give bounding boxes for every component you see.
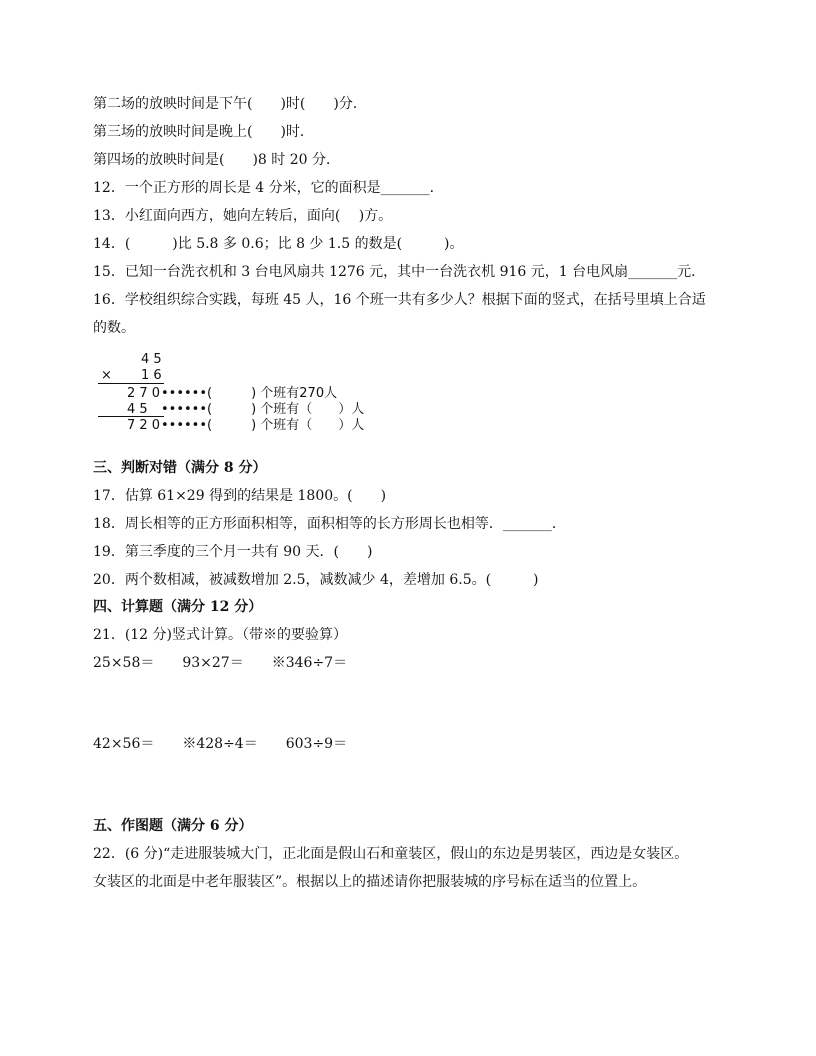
question-22-line-1: 22．(6 分)“走进服装城大门，正北面是假山石和童装区，假山的东边是男装区，西边是女装区。 (93, 846, 689, 862)
question-19: 19．第三季度的三个月一共有 90 天．( ) (93, 544, 373, 560)
question-12: 12．一个正方形的周长是 4 分米，它的面积是_______． (93, 180, 444, 196)
calc-partial-1-note: ••••••( ) 个班有270人 (161, 386, 338, 401)
question-16-line-2: 的数。 (93, 320, 135, 336)
question-11-line-4: 第四场的放映时间是( )8 时 20 分． (93, 152, 340, 168)
section-3-heading: 三、判断对错（满分 8 分） (93, 460, 267, 476)
calc-product-note: ••••••( ) 个班有（ ）人 (161, 418, 365, 433)
question-14: 14．( )比 5.8 多 0.6；比 8 少 1.5 的数是( )。 (93, 236, 464, 252)
question-16-line-1: 16．学校组织综合实践，每班 45 人，16 个班一共有多少人？根据下面的竖式，在括号里填上合适 (93, 292, 706, 308)
calc-times-sign: × (101, 368, 112, 383)
question-11-line-2: 第二场的放映时间是下午( )时( )分． (93, 96, 367, 112)
calc-row-2: 42×56＝ ※428÷4＝ 603÷9＝ (93, 736, 348, 752)
question-13: 13．小红面向西方，她向左转后，面向( )方。 (93, 208, 393, 224)
question-11-line-3: 第三场的放映时间是晚上( )时． (93, 124, 314, 140)
calc-row-1: 25×58＝ 93×27＝ ※346÷7＝ (93, 655, 348, 671)
calc-partial-2: 4 5 (127, 402, 148, 417)
question-20: 20．两个数相减，被减数增加 2.5，减数减少 4，差增加 6.5。( ) (93, 572, 539, 588)
calc-multiplicand: 4 5 (141, 352, 162, 367)
calc-rule-2 (98, 416, 164, 417)
calc-multiplier: 1 6 (141, 368, 162, 383)
calc-rule-1 (98, 383, 164, 384)
question-18: 18．周长相等的正方形面积相等，面积相等的长方形周长也相等．_______． (93, 516, 566, 532)
question-17: 17．估算 61×29 得到的结果是 1800。( ) (93, 488, 387, 504)
question-21: 21．(12 分)竖式计算。（带※的要验算） (93, 627, 348, 643)
calc-partial-2-note: ••••••( ) 个班有（ ）人 (161, 402, 365, 417)
section-4-heading: 四、计算题（满分 12 分） (93, 599, 263, 615)
calc-partial-1: 2 7 0 (127, 386, 161, 401)
question-15: 15．已知一台洗衣机和 3 台电风扇共 1276 元，其中一台洗衣机 916 元，1 台电风扇_______元． (93, 264, 706, 280)
calc-product: 7 2 0 (127, 418, 161, 433)
section-5-heading: 五、作图题（满分 6 分） (93, 818, 253, 834)
question-22-line-2: 女装区的北面是中老年服装区”。根据以上的描述请你把服装城的序号标在适当的位置上。 (93, 874, 647, 890)
